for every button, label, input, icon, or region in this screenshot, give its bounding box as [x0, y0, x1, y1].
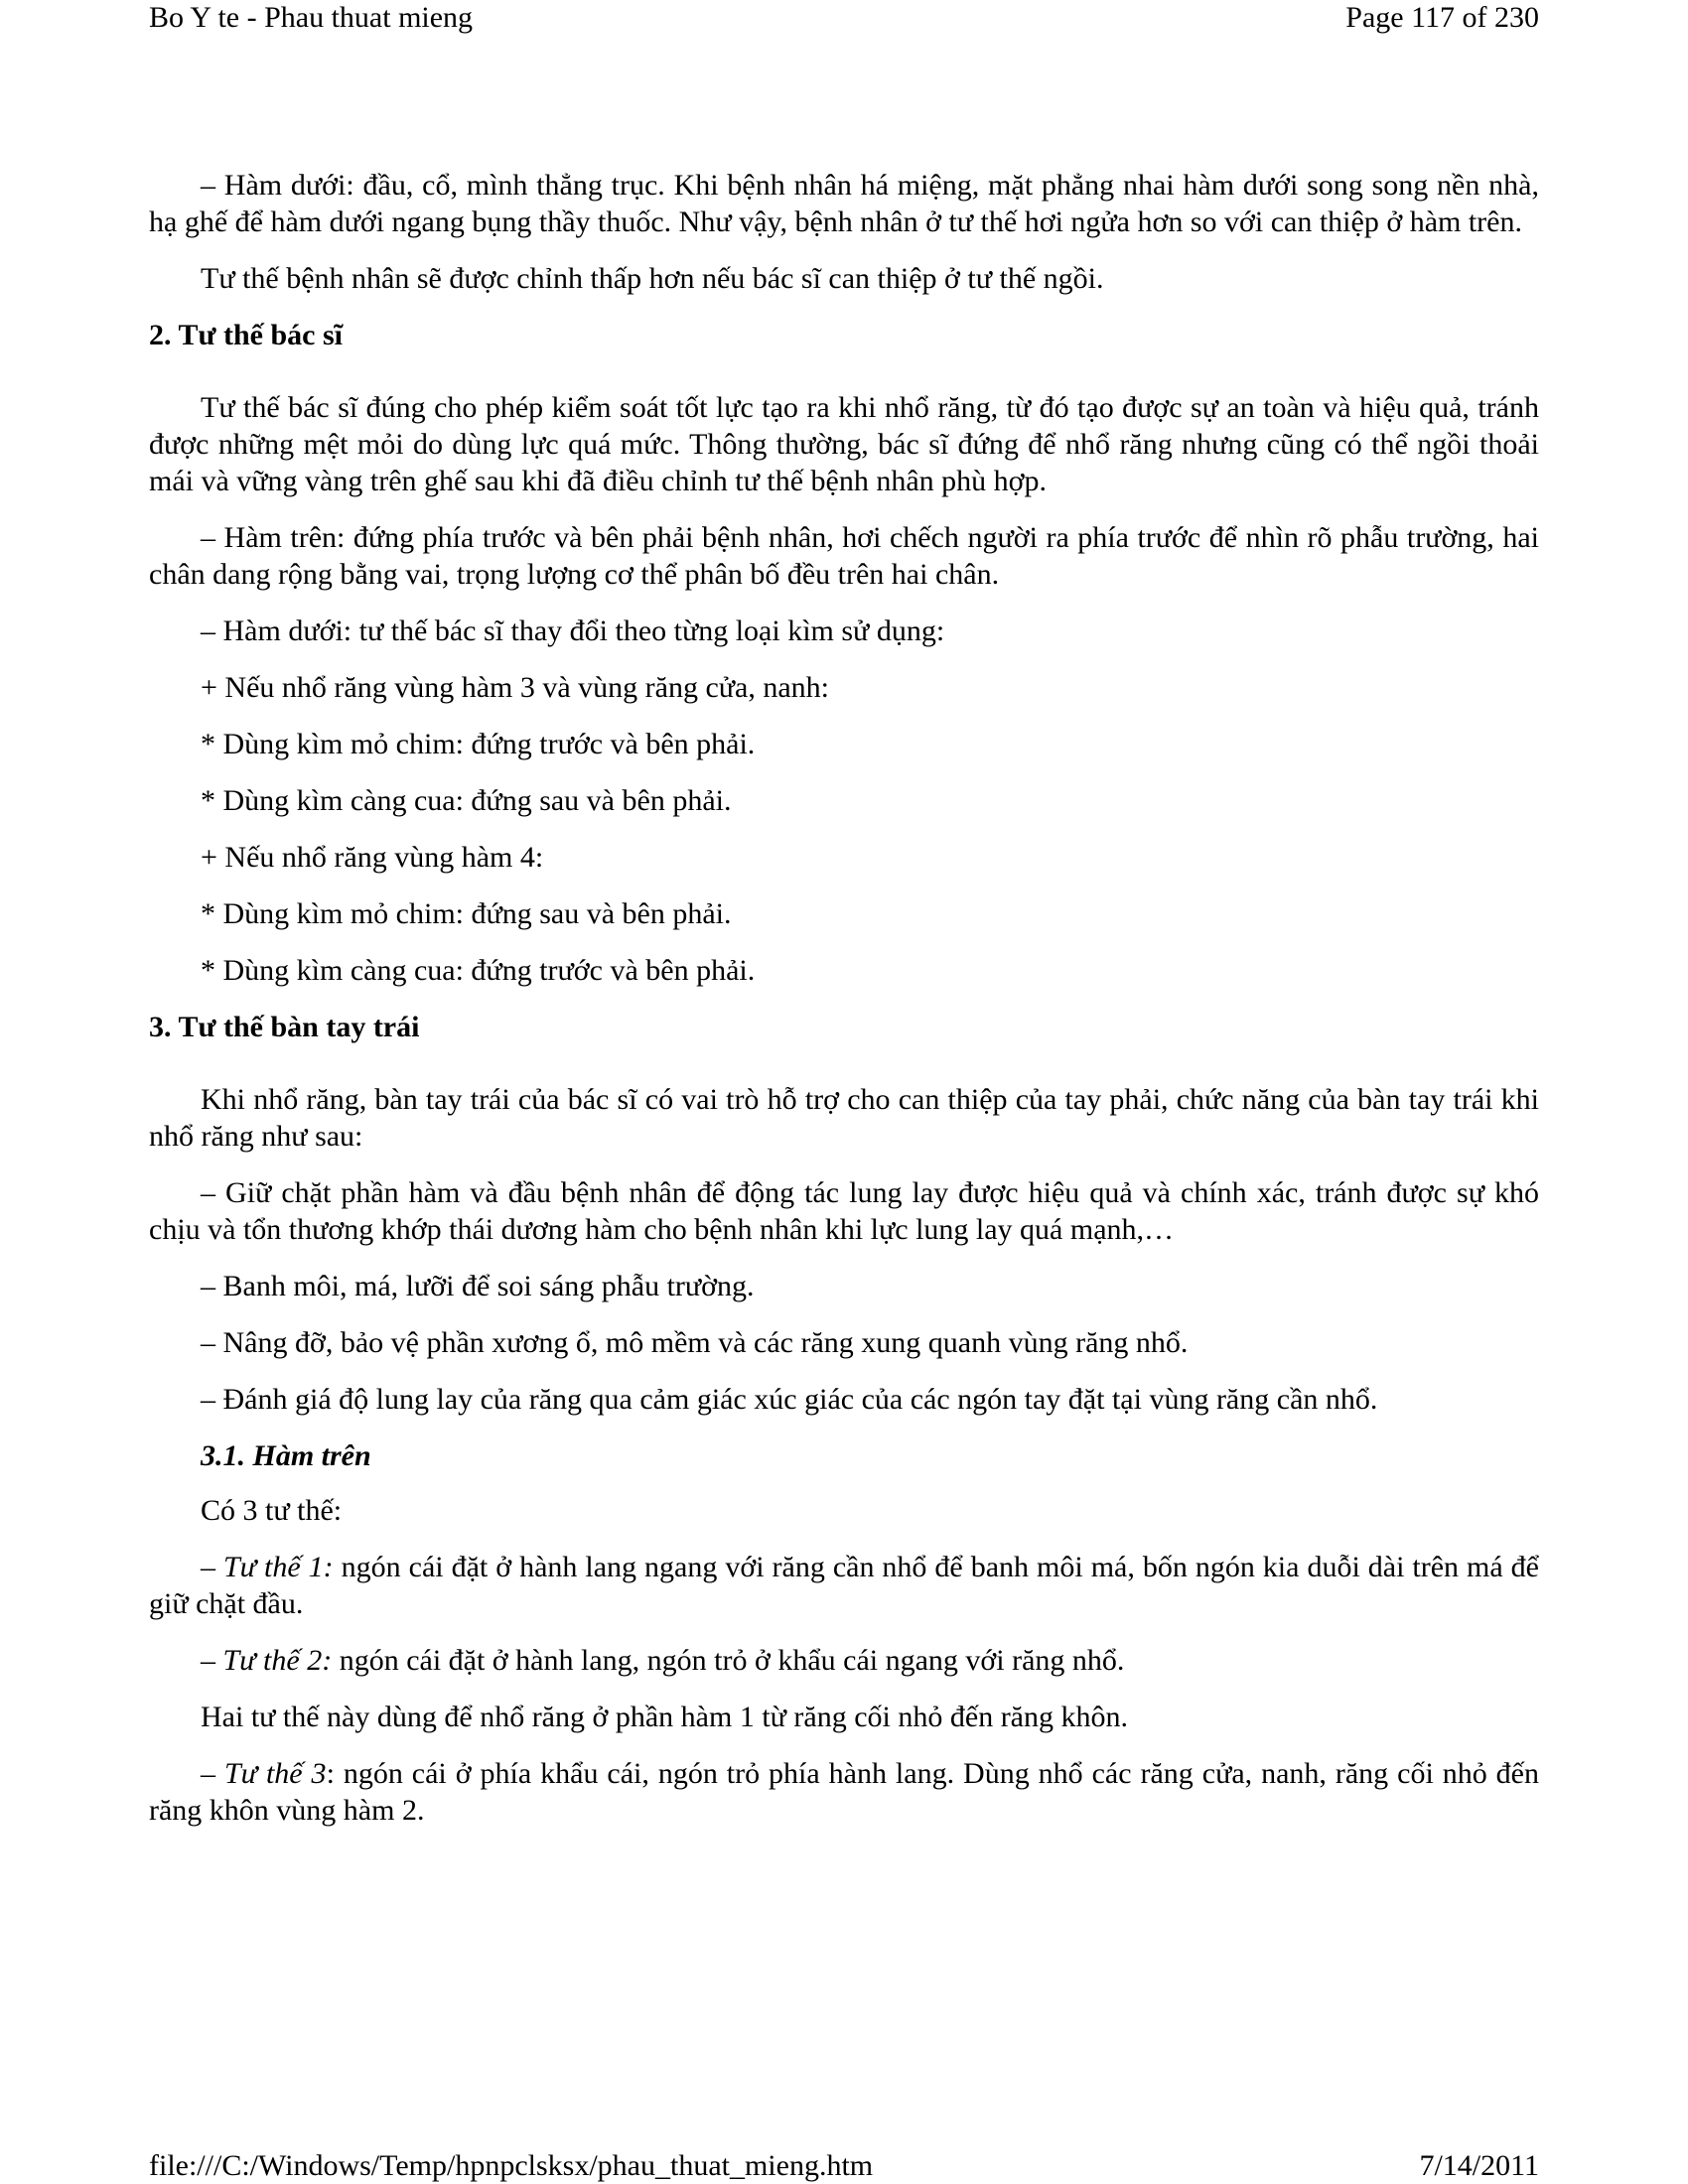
header-title: Bo Y te - Phau thuat mieng: [149, 1, 474, 34]
paragraph: – Đánh giá độ lung lay của răng qua cảm giác xúc giác của các ngón tay đặt tại vùng răng cần nhổ.: [201, 1383, 1378, 1416]
paragraph: [149, 1755, 1539, 1829]
paragraph: – Nâng đỡ, bảo vệ phần xương ổ, mô mềm và các răng xung quanh vùng răng nhổ.: [201, 1326, 1189, 1359]
paragraph: – Hàm trên: đứng phía trước và bên phải bệnh nhân, hơi chếch người ra phía trước để nhìn rõ phẫu trường, hai chân dang rộng bằng vai, trọng lượng cơ thể phân bố đều trên hai chân.: [149, 521, 1539, 591]
subsection-heading: 3.1. Hàm trên: [201, 1439, 371, 1472]
position-label: – Tư thế 3: [201, 1757, 327, 1790]
paragraph-text: : ngón cái ở phía khẩu cái, ngón trỏ phía hành lang. Dùng nhổ các răng cửa, nanh, răng cối nhỏ đến răng khôn vùng hàm 2.: [149, 1757, 1539, 1827]
paragraph-text: ngón cái đặt ở hành lang, ngón trỏ ở khẩu cái ngang với răng nhổ.: [332, 1644, 1125, 1677]
list-item: * Dùng kìm mỏ chim: đứng trước và bên phải.: [201, 728, 756, 760]
list-item: * Dùng kìm càng cua: đứng trước và bên phải.: [201, 954, 756, 987]
list-item: + Nếu nhổ răng vùng hàm 3 và vùng răng cửa, nanh:: [201, 671, 830, 704]
paragraph: – Hàm dưới: tư thế bác sĩ thay đổi theo từng loại kìm sử dụng:: [201, 614, 945, 647]
position-label: – Tư thế 2:: [201, 1644, 333, 1677]
paragraph: [149, 1642, 1539, 1679]
paragraph: Tư thế bệnh nhân sẽ được chỉnh thấp hơn nếu bác sĩ can thiệp ở tư thế ngồi.: [201, 262, 1104, 295]
section-heading: 2. Tư thế bác sĩ: [149, 319, 343, 351]
file-path: file:///C:/Windows/Temp/hpnpclsksx/phau_thuat_mieng.htm: [149, 2149, 874, 2182]
page-number: Page 117 of 230: [1345, 1, 1539, 34]
paragraph-text: ngón cái đặt ở hành lang ngang với răng cần nhổ để banh môi má, bốn ngón kia duỗi dài trên má để giữ chặt đầu.: [149, 1551, 1539, 1620]
paragraph: – Giữ chặt phần hàm và đầu bệnh nhân để động tác lung lay được hiệu quả và chính xác, tránh được sự khó chịu và tổn thương khớp thái dương hàm cho bệnh nhân khi lực lung lay quá mạnh,…: [149, 1176, 1539, 1246]
section-heading: 3. Tư thế bàn tay trái: [149, 1011, 420, 1043]
print-date: 7/14/2011: [1419, 2149, 1539, 2182]
paragraph: Tư thế bác sĩ đúng cho phép kiểm soát tốt lực tạo ra khi nhổ răng, từ đó tạo được sự an toàn và hiệu quả, tránh được những mệt mỏi do dùng lực quá mức. Thông thường, bác sĩ đứng để nhổ răng nhưng cũng có thể ngồi thoải mái và vững vàng trên ghế sau khi đã điều chỉnh tư thế bệnh nhân phù hợp.: [149, 391, 1539, 497]
position-label: – Tư thế 1:: [201, 1551, 334, 1583]
paragraph: – Banh môi, má, lưỡi để soi sáng phẫu trường.: [201, 1270, 755, 1302]
list-item: * Dùng kìm càng cua: đứng sau và bên phải.: [201, 784, 732, 817]
paragraph: [149, 1549, 1539, 1622]
paragraph: Hai tư thế này dùng để nhổ răng ở phần hàm 1 từ răng cối nhỏ đến răng khôn.: [201, 1701, 1128, 1733]
paragraph: Khi nhổ răng, bàn tay trái của bác sĩ có vai trò hỗ trợ cho can thiệp của tay phải, chức năng của bàn tay trái khi nhổ răng như sau:: [149, 1083, 1539, 1153]
paragraph: – Hàm dưới: đầu, cổ, mình thẳng trục. Khi bệnh nhân há miệng, mặt phẳng nhai hàm dưới song song nền nhà, hạ ghế để hàm dưới ngang bụng thầy thuốc. Như vậy, bệnh nhân ở tư thế hơi ngửa hơn so với can thiệp ở hàm trên.: [149, 169, 1539, 238]
document-body: [149, 167, 1539, 1848]
list-item: + Nếu nhổ răng vùng hàm 4:: [201, 841, 544, 874]
list-item: * Dùng kìm mỏ chim: đứng sau và bên phải.: [201, 897, 732, 930]
paragraph: Có 3 tư thế:: [201, 1494, 343, 1527]
